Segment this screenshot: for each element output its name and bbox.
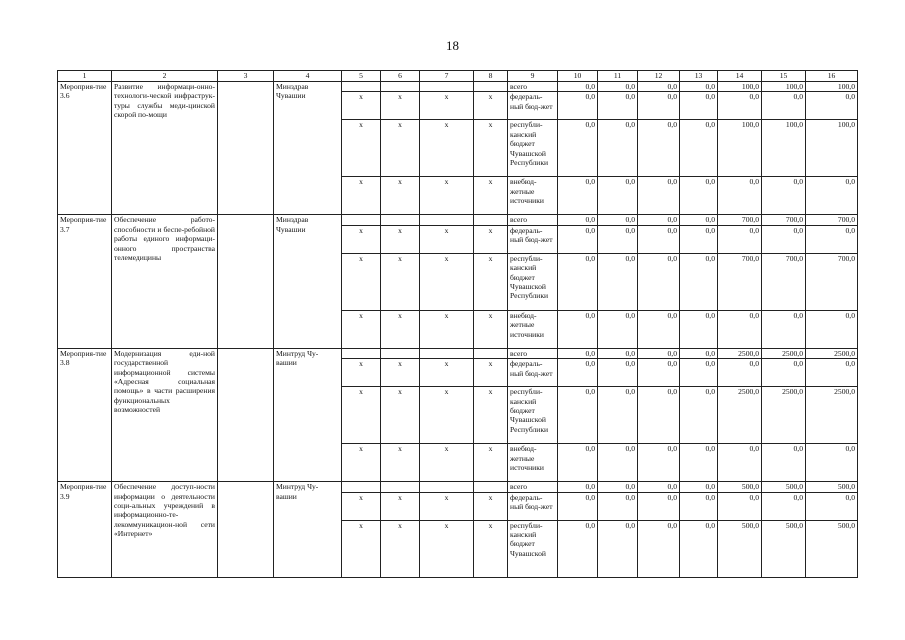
code-cell-c5	[342, 348, 381, 358]
code-cell-c8: x	[474, 387, 508, 444]
amount-cell: 0,0	[598, 492, 638, 520]
amount-cell: 500,0	[806, 482, 858, 492]
amount-cell: 0,0	[598, 120, 638, 177]
code-cell-c6	[381, 82, 420, 92]
code-cell-c7: x	[420, 225, 474, 253]
code-cell-c5: x	[342, 444, 381, 482]
amount-cell: 0,0	[638, 482, 680, 492]
funding-source: внебюд-жетные источники	[508, 310, 558, 348]
amount-cell: 0,0	[638, 253, 680, 310]
amount-cell: 0,0	[638, 120, 680, 177]
code-cell-c7: x	[420, 387, 474, 444]
code-cell-c7: x	[420, 253, 474, 310]
amount-cell: 0,0	[718, 310, 762, 348]
code-cell-c7: x	[420, 310, 474, 348]
funding-source: всего	[508, 215, 558, 225]
amount-cell: 100,0	[718, 82, 762, 92]
code-cell-c8	[474, 348, 508, 358]
code-cell-c5	[342, 82, 381, 92]
funding-source: всего	[508, 482, 558, 492]
amount-cell: 100,0	[762, 120, 806, 177]
amount-cell: 0,0	[598, 520, 638, 577]
amount-cell: 0,0	[680, 82, 718, 92]
code-cell-c5: x	[342, 520, 381, 577]
amount-cell: 0,0	[558, 492, 598, 520]
amount-cell: 100,0	[718, 120, 762, 177]
amount-cell: 0,0	[680, 482, 718, 492]
code-cell-c6: x	[381, 92, 420, 120]
code-cell-c6: x	[381, 492, 420, 520]
code-cell-c8: x	[474, 492, 508, 520]
amount-cell: 0,0	[558, 82, 598, 92]
code-cell-c7: x	[420, 92, 474, 120]
amount-cell: 500,0	[762, 520, 806, 577]
code-cell-c6: x	[381, 253, 420, 310]
amount-cell: 0,0	[598, 444, 638, 482]
amount-cell: 0,0	[762, 492, 806, 520]
column-header-9: 9	[508, 71, 558, 82]
funding-source: всего	[508, 82, 558, 92]
amount-cell: 500,0	[718, 520, 762, 577]
amount-cell: 0,0	[718, 225, 762, 253]
amount-cell: 0,0	[806, 310, 858, 348]
table-header	[58, 71, 858, 82]
measure-code: Мероприя-тие 3.7	[58, 215, 112, 348]
measure-executor: Минтруд Чу-вашии	[274, 348, 342, 481]
column-header-16: 16	[806, 71, 858, 82]
amount-cell: 0,0	[680, 310, 718, 348]
funding-source: федераль-ный бюд-жет	[508, 492, 558, 520]
funding-source: внебюд-жетные источники	[508, 444, 558, 482]
page-number: 18	[446, 38, 459, 53]
measure-participant	[218, 215, 274, 348]
amount-cell: 0,0	[638, 177, 680, 215]
amount-cell: 0,0	[718, 177, 762, 215]
code-cell-c5: x	[342, 387, 381, 444]
table-row	[58, 82, 858, 92]
amount-cell: 100,0	[806, 82, 858, 92]
amount-cell: 0,0	[806, 359, 858, 387]
column-header-5: 5	[342, 71, 381, 82]
code-cell-c5: x	[342, 492, 381, 520]
amount-cell: 0,0	[598, 348, 638, 358]
amount-cell: 0,0	[598, 82, 638, 92]
code-cell-c8	[474, 482, 508, 492]
table-row	[58, 348, 858, 358]
code-cell-c6	[381, 482, 420, 492]
measure-title: Обеспечение работо-способности и беспе-ребойной работы единого информаци-онного пространства телемедицины	[112, 215, 218, 348]
table-row	[58, 482, 858, 492]
amount-cell: 700,0	[806, 215, 858, 225]
amount-cell: 0,0	[638, 520, 680, 577]
amount-cell: 0,0	[680, 359, 718, 387]
funding-source: республи-канский бюджет Чувашской Республики	[508, 253, 558, 310]
code-cell-c5: x	[342, 120, 381, 177]
amount-cell: 0,0	[558, 482, 598, 492]
code-cell-c5: x	[342, 92, 381, 120]
amount-cell: 0,0	[718, 359, 762, 387]
amount-cell: 0,0	[598, 253, 638, 310]
amount-cell: 0,0	[638, 492, 680, 520]
measure-title: Развитие информаци-онно-технологи-ческой инфраструк-туры службы меди-цинской скорой по-мощи	[112, 82, 218, 215]
code-cell-c6: x	[381, 387, 420, 444]
amount-cell: 0,0	[762, 92, 806, 120]
amount-cell: 500,0	[762, 482, 806, 492]
code-cell-c7	[420, 215, 474, 225]
code-cell-c7: x	[420, 359, 474, 387]
code-cell-c7	[420, 82, 474, 92]
column-header-8: 8	[474, 71, 508, 82]
amount-cell: 0,0	[680, 120, 718, 177]
code-cell-c5: x	[342, 177, 381, 215]
code-cell-c6: x	[381, 310, 420, 348]
amount-cell: 0,0	[558, 348, 598, 358]
amount-cell: 0,0	[762, 310, 806, 348]
amount-cell: 100,0	[762, 82, 806, 92]
amount-cell: 2500,0	[762, 348, 806, 358]
measure-participant	[218, 482, 274, 577]
amount-cell: 0,0	[598, 177, 638, 215]
code-cell-c5: x	[342, 310, 381, 348]
amount-cell: 0,0	[598, 92, 638, 120]
amount-cell: 0,0	[680, 253, 718, 310]
funding-source: республи-канский бюджет Чувашской	[508, 520, 558, 577]
amount-cell: 0,0	[762, 359, 806, 387]
code-cell-c6: x	[381, 444, 420, 482]
amount-cell: 0,0	[598, 482, 638, 492]
code-cell-c6: x	[381, 225, 420, 253]
amount-cell: 2500,0	[762, 387, 806, 444]
amount-cell: 0,0	[638, 444, 680, 482]
amount-cell: 0,0	[558, 177, 598, 215]
code-cell-c8	[474, 82, 508, 92]
funding-source: федераль-ный бюд-жет	[508, 225, 558, 253]
amount-cell: 0,0	[680, 92, 718, 120]
amount-cell: 0,0	[558, 520, 598, 577]
column-header-3: 3	[218, 71, 274, 82]
code-cell-c8: x	[474, 225, 508, 253]
code-cell-c7: x	[420, 444, 474, 482]
amount-cell: 700,0	[806, 253, 858, 310]
column-header-13: 13	[680, 71, 718, 82]
amount-cell: 0,0	[558, 215, 598, 225]
code-cell-c6	[381, 348, 420, 358]
amount-cell: 700,0	[762, 215, 806, 225]
measure-code: Мероприя-тие 3.6	[58, 82, 112, 215]
header-row	[58, 71, 858, 82]
column-header-14: 14	[718, 71, 762, 82]
column-header-7: 7	[420, 71, 474, 82]
table-row	[58, 215, 858, 225]
column-header-4: 4	[274, 71, 342, 82]
column-header-15: 15	[762, 71, 806, 82]
amount-cell: 0,0	[680, 177, 718, 215]
amount-cell: 0,0	[598, 215, 638, 225]
amount-cell: 0,0	[638, 359, 680, 387]
amount-cell: 0,0	[718, 492, 762, 520]
measure-participant	[218, 348, 274, 481]
code-cell-c8: x	[474, 444, 508, 482]
amount-cell: 0,0	[806, 492, 858, 520]
measure-code: Мероприя-тие 3.8	[58, 348, 112, 481]
amount-cell: 0,0	[558, 253, 598, 310]
code-cell-c8: x	[474, 359, 508, 387]
measure-executor: Минздрав Чувашии	[274, 215, 342, 348]
amount-cell: 0,0	[762, 225, 806, 253]
amount-cell: 0,0	[680, 444, 718, 482]
column-header-1: 1	[58, 71, 112, 82]
amount-cell: 0,0	[680, 225, 718, 253]
measure-executor: Минздрав Чувашии	[274, 82, 342, 215]
amount-cell: 0,0	[680, 348, 718, 358]
amount-cell: 0,0	[558, 120, 598, 177]
amount-cell: 0,0	[806, 225, 858, 253]
funding-source: республи-канский бюджет Чувашской Республики	[508, 387, 558, 444]
amount-cell: 0,0	[680, 387, 718, 444]
amount-cell: 0,0	[558, 387, 598, 444]
budget-table	[57, 70, 858, 578]
column-header-2: 2	[112, 71, 218, 82]
amount-cell: 0,0	[806, 444, 858, 482]
code-cell-c7: x	[420, 492, 474, 520]
code-cell-c6	[381, 215, 420, 225]
amount-cell: 0,0	[680, 215, 718, 225]
funding-source: внебюд-жетные источники	[508, 177, 558, 215]
amount-cell: 0,0	[558, 444, 598, 482]
amount-cell: 0,0	[638, 82, 680, 92]
amount-cell: 0,0	[638, 348, 680, 358]
code-cell-c7: x	[420, 177, 474, 215]
code-cell-c7: x	[420, 520, 474, 577]
amount-cell: 0,0	[718, 444, 762, 482]
amount-cell: 0,0	[598, 310, 638, 348]
measure-executor: Минтруд Чу-вашии	[274, 482, 342, 577]
funding-source: республи-канский бюджет Чувашской Республики	[508, 120, 558, 177]
funding-source: всего	[508, 348, 558, 358]
amount-cell: 0,0	[638, 387, 680, 444]
column-header-6: 6	[381, 71, 420, 82]
amount-cell: 0,0	[598, 359, 638, 387]
amount-cell: 0,0	[762, 444, 806, 482]
code-cell-c8: x	[474, 253, 508, 310]
table-body	[58, 82, 858, 578]
code-cell-c6: x	[381, 520, 420, 577]
measure-participant	[218, 82, 274, 215]
amount-cell: 2500,0	[718, 348, 762, 358]
amount-cell: 0,0	[598, 387, 638, 444]
amount-cell: 700,0	[762, 253, 806, 310]
funding-source: федераль-ный бюд-жет	[508, 92, 558, 120]
code-cell-c7	[420, 348, 474, 358]
amount-cell: 0,0	[638, 92, 680, 120]
code-cell-c5	[342, 215, 381, 225]
amount-cell: 0,0	[558, 310, 598, 348]
code-cell-c8: x	[474, 310, 508, 348]
code-cell-c6: x	[381, 359, 420, 387]
code-cell-c5	[342, 482, 381, 492]
amount-cell: 0,0	[680, 520, 718, 577]
code-cell-c5: x	[342, 253, 381, 310]
amount-cell: 0,0	[680, 492, 718, 520]
code-cell-c5: x	[342, 225, 381, 253]
measure-code: Мероприя-тие 3.9	[58, 482, 112, 577]
amount-cell: 0,0	[718, 92, 762, 120]
amount-cell: 0,0	[558, 92, 598, 120]
amount-cell: 0,0	[806, 177, 858, 215]
code-cell-c8: x	[474, 120, 508, 177]
amount-cell: 500,0	[806, 520, 858, 577]
amount-cell: 700,0	[718, 215, 762, 225]
amount-cell: 0,0	[638, 310, 680, 348]
code-cell-c5: x	[342, 359, 381, 387]
code-cell-c6: x	[381, 177, 420, 215]
measure-title: Модернизация еди-ной государственной информационной системы «Адресная социальная помощь» в части расширения функциональных возможностей	[112, 348, 218, 481]
code-cell-c7: x	[420, 120, 474, 177]
code-cell-c7	[420, 482, 474, 492]
amount-cell: 0,0	[558, 359, 598, 387]
code-cell-c8: x	[474, 520, 508, 577]
code-cell-c8: x	[474, 92, 508, 120]
amount-cell: 700,0	[718, 253, 762, 310]
measure-title: Обеспечение доступ-ности информации о деятельности соци-альных учреждений в информационно-те-лекоммуникацион-ной сети «Интернет»	[112, 482, 218, 577]
column-header-10: 10	[558, 71, 598, 82]
code-cell-c6: x	[381, 120, 420, 177]
column-header-12: 12	[638, 71, 680, 82]
amount-cell: 2500,0	[718, 387, 762, 444]
amount-cell: 100,0	[806, 120, 858, 177]
code-cell-c8: x	[474, 177, 508, 215]
amount-cell: 0,0	[598, 225, 638, 253]
amount-cell: 0,0	[558, 225, 598, 253]
funding-source: федераль-ный бюд-жет	[508, 359, 558, 387]
amount-cell: 2500,0	[806, 348, 858, 358]
amount-cell: 0,0	[762, 177, 806, 215]
column-header-11: 11	[598, 71, 638, 82]
code-cell-c8	[474, 215, 508, 225]
amount-cell: 0,0	[806, 92, 858, 120]
amount-cell: 2500,0	[806, 387, 858, 444]
amount-cell: 0,0	[638, 225, 680, 253]
amount-cell: 500,0	[718, 482, 762, 492]
amount-cell: 0,0	[638, 215, 680, 225]
